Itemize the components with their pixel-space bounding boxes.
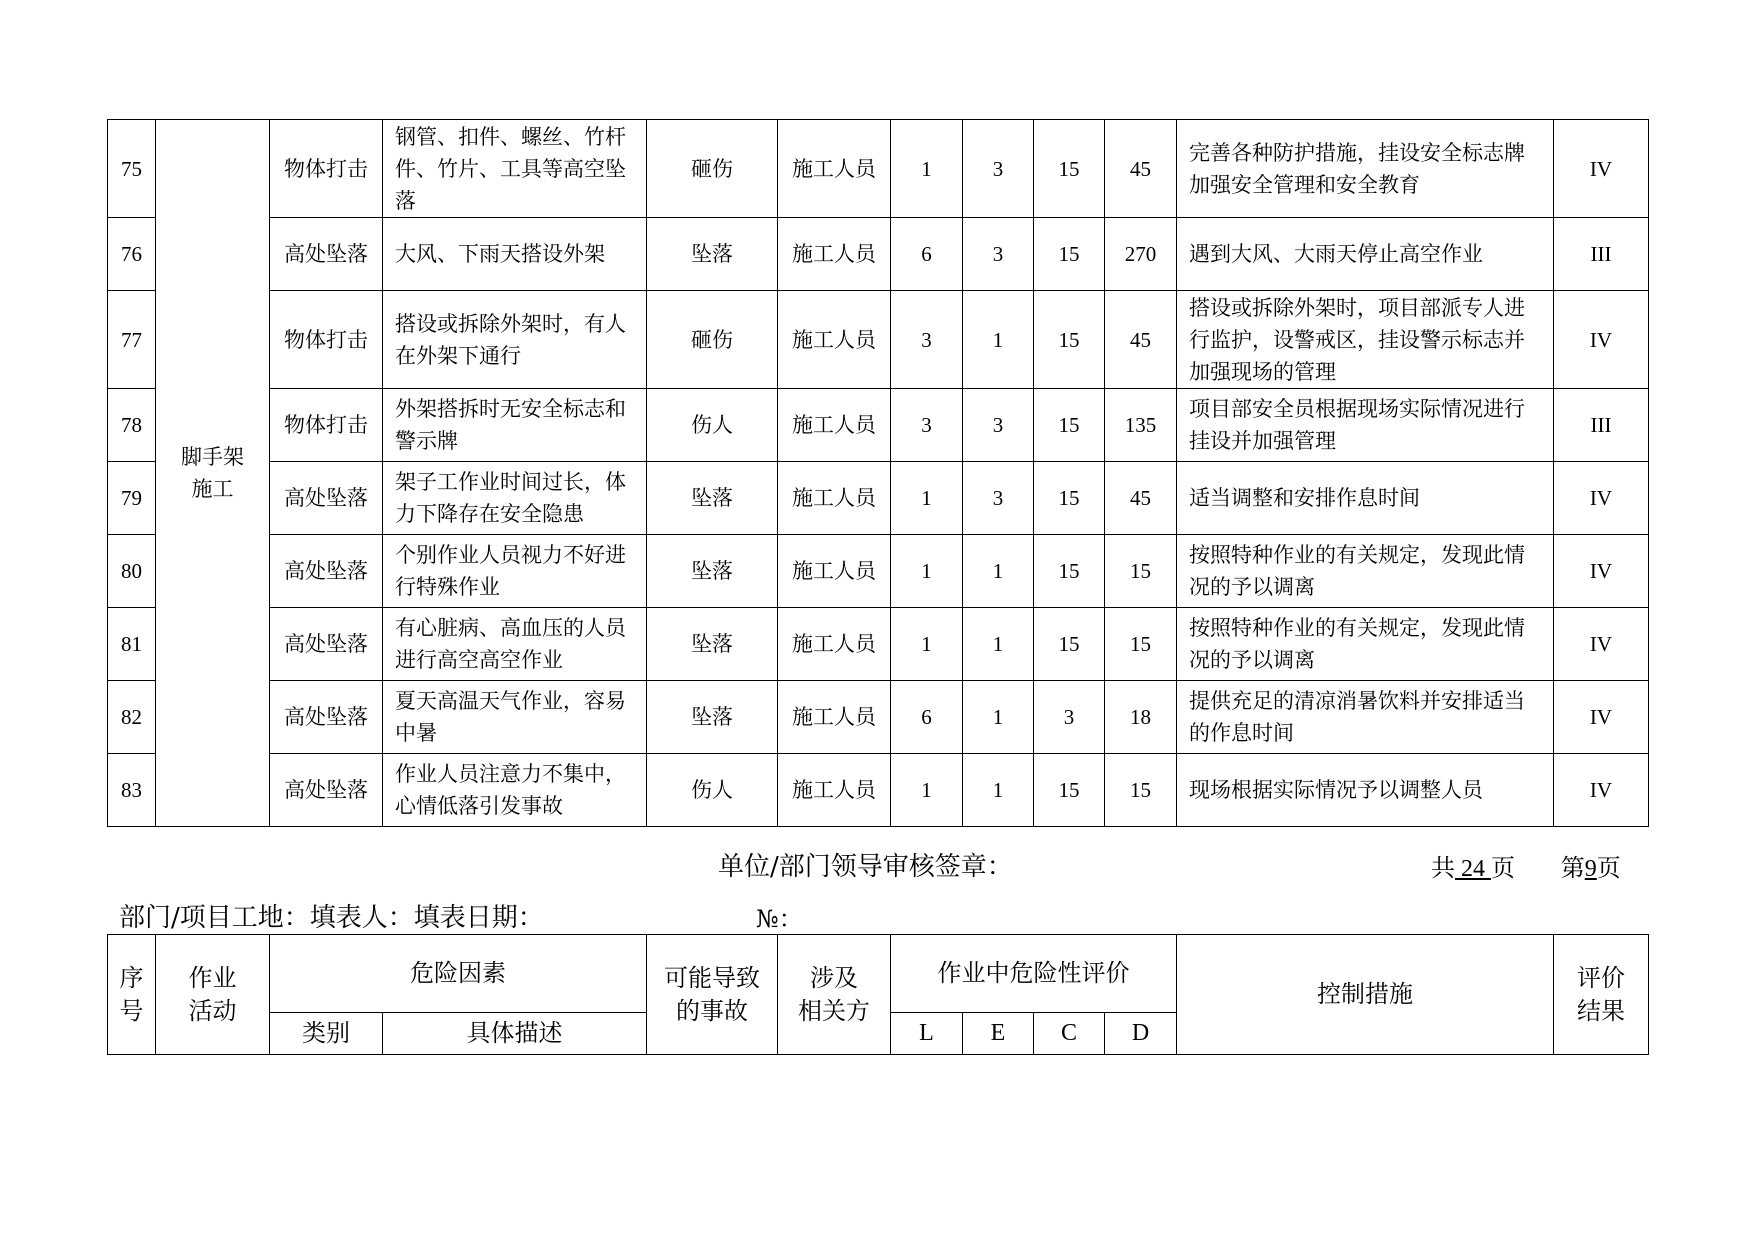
table-row: [108, 389, 1649, 462]
score-C: 15: [1034, 608, 1105, 681]
related-party: 施工人员: [778, 291, 891, 389]
hazard-description: 钢管、扣件、螺丝、竹杆件、竹片、工具等高空坠落: [383, 120, 647, 218]
header-L: L: [891, 1013, 963, 1055]
table-row: [108, 535, 1649, 608]
table-row: [108, 681, 1649, 754]
header-description: 具体描述: [383, 1013, 647, 1055]
header-E: E: [963, 1013, 1034, 1055]
related-party: 施工人员: [778, 535, 891, 608]
score-L: 1: [891, 535, 963, 608]
hazard-description: 搭设或拆除外架时，有人在外架下通行: [383, 291, 647, 389]
control-measures: 按照特种作业的有关规定，发现此情况的予以调离: [1177, 608, 1554, 681]
header-measures: 控制措施: [1177, 935, 1554, 1055]
control-measures: 遇到大风、大雨天停止高空作业: [1177, 218, 1554, 291]
possible-accident: 坠落: [647, 535, 778, 608]
control-measures: 搭设或拆除外架时，项目部派专人进行监护，设警戒区，挂设警示标志并加强现场的管理: [1177, 291, 1554, 389]
score-C: 3: [1034, 681, 1105, 754]
score-D: 15: [1105, 754, 1177, 827]
hazard-description: 架子工作业时间过长，体力下降存在安全隐患: [383, 462, 647, 535]
header-table: [107, 934, 1649, 1055]
evaluation-result: IV: [1554, 120, 1649, 218]
hazard-description: 个别作业人员视力不好进行特殊作业: [383, 535, 647, 608]
score-C: 15: [1034, 291, 1105, 389]
evaluation-result: IV: [1554, 462, 1649, 535]
page-prefix: 第: [1560, 854, 1585, 882]
row-number: 83: [108, 754, 156, 827]
related-party: 施工人员: [778, 120, 891, 218]
related-party: 施工人员: [778, 462, 891, 535]
related-party: 施工人员: [778, 754, 891, 827]
control-measures: 完善各种防护措施，挂设安全标志牌加强安全管理和安全教育: [1177, 120, 1554, 218]
risk-table: [107, 119, 1649, 827]
score-D: 45: [1105, 120, 1177, 218]
hazard-category: 高处坠落: [270, 535, 383, 608]
score-E: 3: [963, 462, 1034, 535]
possible-accident: 坠落: [647, 218, 778, 291]
header-C: C: [1034, 1013, 1105, 1055]
score-D: 135: [1105, 389, 1177, 462]
table-row: [108, 218, 1649, 291]
possible-accident: 坠落: [647, 681, 778, 754]
control-measures: 项目部安全员根据现场实际情况进行挂设并加强管理: [1177, 389, 1554, 462]
header-party: 涉及 相关方: [778, 935, 891, 1055]
control-measures: 提供充足的清凉消暑饮料并安排适当的作息时间: [1177, 681, 1554, 754]
header-category: 类别: [270, 1013, 383, 1055]
evaluation-result: IV: [1554, 291, 1649, 389]
score-L: 1: [891, 462, 963, 535]
score-E: 1: [963, 535, 1034, 608]
hazard-category: 高处坠落: [270, 681, 383, 754]
form-fields-line: 部门/项目工地：填表人：填表日期：: [119, 903, 544, 933]
hazard-category: 高处坠落: [270, 218, 383, 291]
total-prefix: 共: [1431, 854, 1455, 882]
score-C: 15: [1034, 120, 1105, 218]
page-number: 9: [1584, 856, 1597, 882]
possible-accident: 伤人: [647, 754, 778, 827]
row-number: 81: [108, 608, 156, 681]
score-E: 3: [963, 120, 1034, 218]
row-number: 78: [108, 389, 156, 462]
score-C: 15: [1034, 462, 1105, 535]
hazard-description: 有心脏病、高血压的人员进行高空高空作业: [383, 608, 647, 681]
possible-accident: 砸伤: [647, 291, 778, 389]
header-accident: 可能导致 的事故: [647, 935, 778, 1055]
score-C: 15: [1034, 389, 1105, 462]
score-E: 1: [963, 608, 1034, 681]
score-L: 1: [891, 754, 963, 827]
related-party: 施工人员: [778, 389, 891, 462]
row-number: 77: [108, 291, 156, 389]
possible-accident: 砸伤: [647, 120, 778, 218]
header-result: 评价 结果: [1554, 935, 1649, 1055]
score-C: 15: [1034, 754, 1105, 827]
possible-accident: 伤人: [647, 389, 778, 462]
hazard-category: 高处坠落: [270, 462, 383, 535]
header-activity: 作业 活动: [156, 935, 270, 1055]
evaluation-result: IV: [1554, 754, 1649, 827]
page-suffix: 页: [1596, 854, 1621, 882]
score-D: 45: [1105, 291, 1177, 389]
hazard-description: 大风、下雨天搭设外架: [383, 218, 647, 291]
related-party: 施工人员: [778, 218, 891, 291]
form-number-label: №：: [756, 905, 803, 933]
evaluation-result: IV: [1554, 535, 1649, 608]
table-row: [108, 608, 1649, 681]
table-row: [108, 291, 1649, 389]
score-E: 1: [963, 681, 1034, 754]
hazard-description: 夏天高温天气作业，容易中暑: [383, 681, 647, 754]
score-L: 6: [891, 681, 963, 754]
score-D: 270: [1105, 218, 1177, 291]
score-D: 15: [1105, 535, 1177, 608]
evaluation-result: III: [1554, 218, 1649, 291]
hazard-category: 物体打击: [270, 389, 383, 462]
total-suffix: 页: [1491, 854, 1515, 882]
score-D: 18: [1105, 681, 1177, 754]
header-seq: 序 号: [108, 935, 156, 1055]
possible-accident: 坠落: [647, 462, 778, 535]
approval-signature-label: 单位/部门领导审核签章：: [718, 852, 1013, 882]
work-activity: 脚手架 施工: [156, 120, 270, 827]
row-number: 80: [108, 535, 156, 608]
row-number: 82: [108, 681, 156, 754]
table-row: [108, 120, 1649, 218]
header-evaluation: 作业中危险性评价: [891, 935, 1177, 1013]
possible-accident: 坠落: [647, 608, 778, 681]
hazard-category: 高处坠落: [270, 754, 383, 827]
row-number: 75: [108, 120, 156, 218]
score-C: 15: [1034, 218, 1105, 291]
control-measures: 按照特种作业的有关规定，发现此情况的予以调离: [1177, 535, 1554, 608]
hazard-description: 作业人员注意力不集中，心情低落引发事故: [383, 754, 647, 827]
score-L: 6: [891, 218, 963, 291]
score-L: 1: [891, 608, 963, 681]
score-E: 1: [963, 754, 1034, 827]
evaluation-result: IV: [1554, 681, 1649, 754]
evaluation-result: IV: [1554, 608, 1649, 681]
hazard-category: 高处坠落: [270, 608, 383, 681]
score-E: 3: [963, 389, 1034, 462]
table-row: [108, 462, 1649, 535]
score-D: 45: [1105, 462, 1177, 535]
header-D: D: [1105, 1013, 1177, 1055]
row-number: 79: [108, 462, 156, 535]
evaluation-result: III: [1554, 389, 1649, 462]
score-L: 1: [891, 120, 963, 218]
hazard-category: 物体打击: [270, 120, 383, 218]
total-pages: 24: [1461, 856, 1485, 882]
page-info: [1431, 848, 1621, 883]
control-measures: 现场根据实际情况予以调整人员: [1177, 754, 1554, 827]
score-L: 3: [891, 291, 963, 389]
related-party: 施工人员: [778, 608, 891, 681]
control-measures: 适当调整和安排作息时间: [1177, 462, 1554, 535]
related-party: 施工人员: [778, 681, 891, 754]
score-C: 15: [1034, 535, 1105, 608]
hazard-description: 外架搭拆时无安全标志和警示牌: [383, 389, 647, 462]
header-hazard: 危险因素: [270, 935, 647, 1013]
score-L: 3: [891, 389, 963, 462]
table-row: [108, 754, 1649, 827]
score-E: 3: [963, 218, 1034, 291]
hazard-category: 物体打击: [270, 291, 383, 389]
score-E: 1: [963, 291, 1034, 389]
row-number: 76: [108, 218, 156, 291]
score-D: 15: [1105, 608, 1177, 681]
